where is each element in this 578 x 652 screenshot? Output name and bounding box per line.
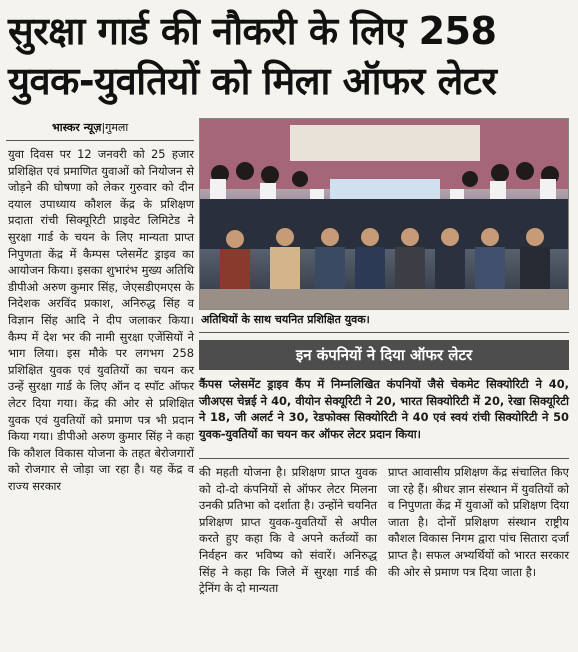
dateline-source: भास्कर न्यूज़	[52, 121, 102, 134]
headline	[8, 6, 570, 106]
dateline	[52, 120, 128, 135]
article-column-2: की महती योजना है। प्रशिक्षण प्राप्त युवक को दो-दो कंपनियों से ऑफर लेटर मिलना उनकी प्रतिभा को दर्शाता है। उन्होंने चयनित प्रशिक्षण प्राप्त युवक-युवतियों से अपील करते हुए कहा कि वे अपने कर्तव्यों का निर्वहन कर भविष्य को संवारें। अनिरुद्ध सिंह ने कहा कि जिले में सुरक्षा गार्ड की ट्रेनिंग के दो मान्यता	[199, 465, 377, 596]
headline-line-2: युवक-युवतियों को मिला ऑफर लेटर	[8, 59, 497, 103]
news-photo	[199, 118, 569, 310]
article-column-3: प्राप्त आवासीय प्रशिक्षण केंद्र संचालित किए जा रहे हैं। श्रीधर ज्ञान संस्थान में युवतियों को व निपुणता केंद्र में युवाओं को प्रशिक्षण दिया जाता है। दोनों प्रशिक्षण संस्थान राष्ट्रीय कौशल विकास निगम द्वारा पांच सितारा दर्जा प्राप्त है। सफल अभ्यर्थियों को भारत सरकार की ओर से प्रमाण पत्र दिया जाता है।	[388, 465, 569, 579]
section-title: इन कंपनियों ने दिया ऑफर लेटर	[295, 346, 473, 364]
photo-illustration	[200, 119, 569, 310]
dateline-separator: |	[101, 121, 106, 134]
photo-caption: अतिथियों के साथ चयनित प्रशिक्षित युवक।	[201, 313, 370, 326]
rule-under-dateline	[6, 140, 194, 141]
companies-intro: कैंपस प्लेसमेंट ड्राइव कैंप में निम्नलिखित कंपनियों जैसे चेकमेट सिक्योरिटी ने 40, जीअएस चेन्नई ने 40, वीयोन सेक्यूरिटी ने 20, भारत सिक्योरिटी में 20, रेखा सिक्यूरिटी ने 18, जी अलर्ट ने 30, रेडफोक्स सिक्योरिटी ने 40 एवं स्वयं रांची सिक्योरिटी ने 50 युवक-युवतियों का चयन कर ऑफर लेटर प्रदान किया।	[199, 377, 569, 441]
rule-under-caption	[199, 332, 569, 333]
headline-line-1: सुरक्षा गार्ड की नौकरी के लिए 258	[8, 9, 497, 53]
section-title-bar	[199, 340, 569, 370]
rule-above-columns	[199, 458, 569, 459]
article-column-1: युवा दिवस पर 12 जनवरी को 25 हजार प्रशिक्षित एवं प्रमाणित युवाओं को नियोजन से जोड़ने की घोषणा को लेकर गुरुवार को दीन दयाल उपाध्याय कौशल केंद्र के प्रशिक्षण प्रदाता रांची सिक्यूरिटी प्राइवेट लिमिटेड ने सुरक्षा गार्ड के चयन के लिए मान्यता प्राप्त निपुणता केंद्र में कैम्पस प्लेसमेंट ड्राइव का आयोजन किया। इसका शुभारंभ मुख्य अतिथि डीपीओ अरुण कुमार सिंह, जेएसडीएमएस के निदेशक अरविंद प्रकाश, अनिरुद्ध सिंह व विज्ञान सिंह आदि ने दीप जलाकर किया। कैम्प में देश भर की नामी सुरक्षा एजेंसियों ने भाग लिया। इस मौके पर लगभग 258 प्रशिक्षित युवक एवं युवतियों का चयन कर उन्हें सुरक्षा गार्ड के लिए ऑन द स्पॉट ऑफर लेटर दिया गया। केंद्र की ओर से प्रशिक्षित युवक एवं युवतियों को प्रमाण पत्र भी प्रदान किया गया। डीपीओ अरुण कुमार सिंह ने कहा कि कौशल विकास योजना के तहत बेरोजगारों को रोजगार से जोड़ा जा रहा है। यह केंद्र व राज्य सरकार	[8, 147, 194, 493]
dateline-place: गुमला	[105, 121, 129, 134]
